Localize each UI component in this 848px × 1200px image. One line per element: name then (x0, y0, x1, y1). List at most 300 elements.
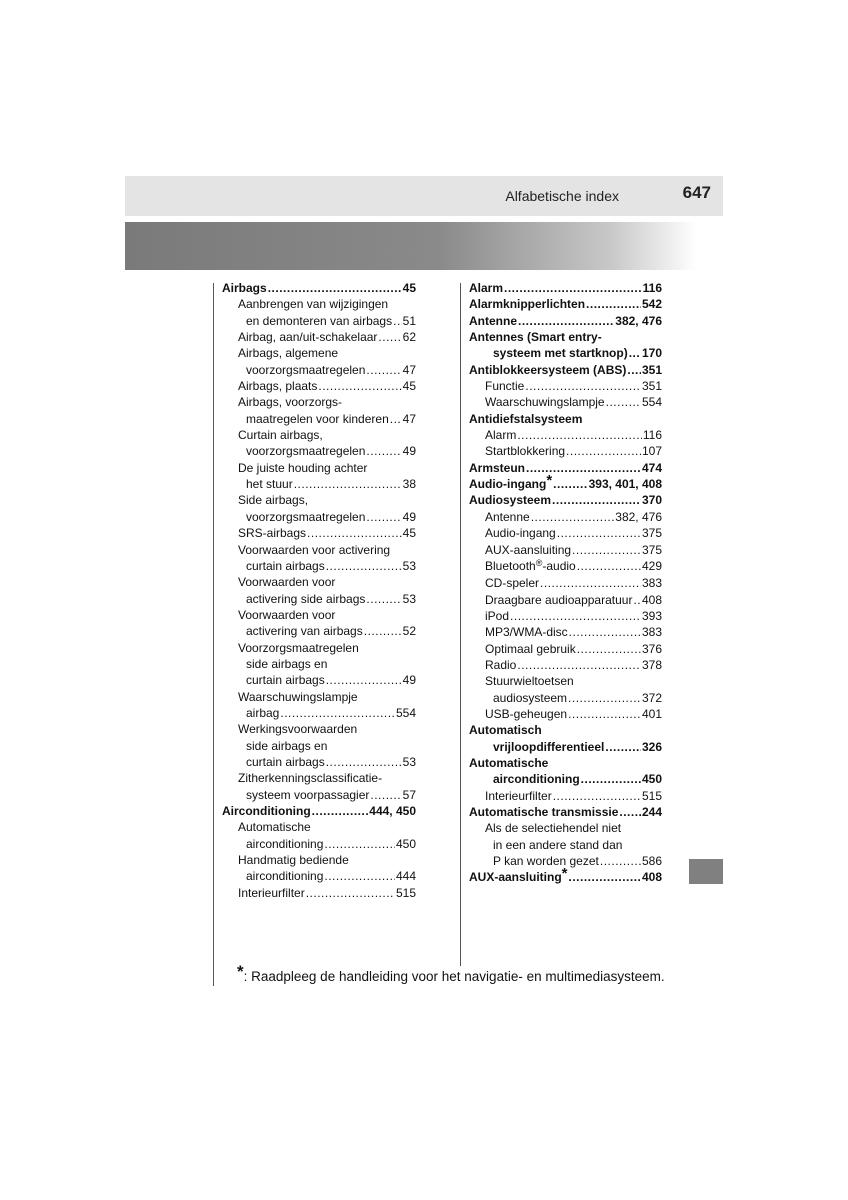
dot-leader (572, 542, 641, 558)
index-entry-term-text: en demonteren van airbags (246, 313, 393, 328)
dot-leader (577, 641, 641, 657)
index-entry-term (485, 558, 576, 575)
index-entry (222, 378, 416, 394)
index-entry-term-text: Radio (485, 657, 517, 672)
index-entry (222, 509, 416, 525)
index-entry-term (485, 657, 516, 673)
index-entry-term (246, 411, 389, 427)
index-entry (222, 362, 416, 378)
section-title: Alfabetische index (505, 188, 619, 204)
footnote-star-marker: * (546, 472, 553, 490)
index-entry-term-text: Side airbags, (238, 493, 309, 508)
index-column-left (222, 280, 416, 901)
index-entry-term (246, 836, 323, 852)
left-column-rule (213, 283, 214, 986)
index-entry-term-text: Bluetooth (485, 558, 536, 573)
index-entry (222, 754, 416, 770)
index-entry-page: 53 (402, 754, 416, 769)
index-entry-term-text: Optimaal gebruik (485, 641, 576, 656)
index-entry-term-text: audiosysteem (493, 690, 568, 705)
index-entry (222, 296, 416, 312)
index-entry-page: 375 (641, 526, 662, 541)
index-entry-page: 45 (402, 526, 416, 541)
index-entry-page: 444, 450 (369, 804, 416, 818)
index-entry (469, 378, 662, 394)
index-entry-page: 542 (641, 297, 662, 312)
dot-leader (517, 427, 642, 443)
index-entry-term-text: voorzorgsmaatregelen (246, 509, 366, 524)
index-entry-page: 116 (642, 428, 662, 443)
index-entry-page: 376 (641, 641, 662, 656)
index-entry-term (238, 721, 357, 737)
index-entry-term (493, 853, 599, 869)
index-entry (222, 345, 416, 361)
header-bar (125, 176, 723, 216)
index-entry-term-text: systeem voorpassagier (246, 787, 370, 802)
index-entry-page: 53 (402, 591, 416, 606)
index-entry-page: 52 (402, 624, 416, 639)
index-entry (469, 296, 662, 312)
index-entry (222, 640, 416, 656)
index-entry-term-text: Antenne (485, 509, 530, 524)
index-entry-term (238, 378, 317, 394)
index-entry-page: 170 (641, 346, 662, 361)
index-entry (469, 771, 662, 787)
index-entry-term-text: voorzorgsmaatregelen (246, 444, 366, 459)
index-entry-term (493, 345, 628, 361)
index-entry-term (238, 689, 358, 705)
index-entry (222, 656, 416, 672)
index-entry (222, 721, 416, 737)
dot-leader (510, 608, 641, 624)
index-entry-term (485, 394, 605, 410)
index-entry-term (246, 738, 327, 754)
index-entry (469, 329, 662, 345)
index-entry (222, 492, 416, 508)
index-entry (222, 476, 416, 492)
dot-leader (526, 460, 641, 476)
index-entry-term (485, 443, 565, 459)
index-entry-page: 401 (641, 706, 662, 721)
index-entry-term (238, 296, 388, 312)
index-column-right (469, 280, 662, 886)
index-entry (222, 623, 416, 639)
dot-leader (568, 706, 641, 722)
index-entry-term-text: Automatisch (469, 723, 542, 738)
index-entry (222, 591, 416, 607)
index-entry-term-text: voorzorgsmaatregelen (246, 362, 366, 377)
index-entry-term (469, 296, 585, 312)
index-entry (469, 657, 662, 673)
index-entry-page: 450 (641, 772, 662, 787)
index-entry (222, 427, 416, 443)
index-entry (469, 427, 662, 443)
index-entry-page: 57 (402, 787, 416, 802)
dot-leader (619, 804, 641, 820)
index-entry-term (246, 362, 365, 378)
index-entry-term-text: Alarm (485, 428, 517, 443)
index-entry-term (493, 837, 622, 853)
index-entry (469, 575, 662, 591)
index-entry-term (485, 575, 539, 591)
page-number: 647 (682, 183, 711, 202)
index-entry-page: 38 (402, 477, 416, 492)
index-entry-term (469, 804, 618, 820)
dot-leader (324, 836, 395, 852)
index-entry-term (246, 868, 323, 884)
dot-leader (326, 672, 402, 688)
index-entry (469, 411, 662, 427)
index-entry (469, 460, 662, 476)
index-entry-page: 372 (641, 690, 662, 705)
index-entry (469, 558, 662, 575)
index-entry-term-text: het stuur (246, 477, 293, 492)
index-entry-term-text: Werkingsvoorwaarden (238, 722, 358, 737)
index-entry-term (246, 558, 325, 574)
dot-leader (627, 362, 641, 378)
index-entry (469, 755, 662, 771)
index-entry-term (485, 673, 574, 689)
index-entry-term-text: Alarm (469, 281, 504, 295)
index-entry-term-text: Audio-ingang (469, 477, 547, 492)
index-entry-page: 515 (641, 788, 662, 803)
index-entry (469, 394, 662, 410)
index-entry-page: 49 (402, 673, 416, 688)
index-entry-page: 116 (642, 281, 662, 295)
index-entry-term-text: Voorzorgsmaatregelen (238, 640, 359, 655)
index-entry-page: 444 (395, 869, 416, 884)
index-entry-term (246, 623, 363, 639)
index-entry-term (238, 607, 335, 623)
index-entry-term (238, 574, 335, 590)
index-entry (469, 509, 662, 525)
index-entry-term (238, 770, 382, 786)
index-entry (222, 313, 416, 329)
index-entry (469, 525, 662, 541)
dot-leader (629, 345, 641, 361)
dot-leader (531, 509, 615, 525)
dot-leader (518, 313, 614, 329)
index-entry-term-text: curtain airbags (246, 673, 325, 688)
index-entry (469, 837, 662, 853)
index-entry-term-text: Airbags, voorzorgs- (238, 395, 343, 410)
index-entry (469, 690, 662, 706)
index-entry-term (469, 492, 551, 508)
index-entry-term-text: Armsteun (469, 460, 526, 475)
footnote-star-marker: * (561, 865, 568, 883)
index-entry-page: 53 (402, 558, 416, 573)
index-entry-term (238, 329, 377, 345)
chapter-tab-marker (689, 859, 723, 884)
index-entry-term-text: airconditioning (246, 869, 324, 884)
index-entry (469, 865, 662, 885)
index-entry-term-text: Audiosysteem (469, 493, 552, 508)
dot-leader (568, 690, 641, 706)
index-entry-term (246, 509, 365, 525)
index-entry-page: 351 (641, 379, 662, 394)
dot-leader (378, 329, 401, 345)
index-entry (469, 443, 662, 459)
index-entry (469, 492, 662, 508)
index-entry-term (485, 592, 632, 608)
index-entry (469, 820, 662, 836)
index-entry-term (246, 672, 325, 688)
index-entry-page: 47 (402, 411, 416, 426)
footnote-marker: * (237, 962, 244, 981)
index-entry (222, 836, 416, 852)
index-entry-term (222, 803, 311, 819)
index-entry (469, 592, 662, 608)
index-entry-term (493, 690, 567, 706)
dot-leader (600, 853, 641, 869)
index-entry-term-text: Alarmknipperlichten (469, 297, 586, 312)
index-entry-term-text: side airbags en (246, 738, 328, 753)
index-entry-term (238, 885, 305, 901)
dot-leader (605, 739, 641, 755)
index-entry-term-text: Functie (485, 379, 525, 394)
dot-leader (280, 705, 395, 721)
index-entry-page: 393, 401, 408 (588, 477, 662, 492)
index-entry-page: 45 (402, 281, 416, 295)
index-entry-term-text: Voorwaarden voor (238, 575, 336, 590)
dot-leader (366, 362, 401, 378)
middle-column-rule (460, 283, 461, 966)
index-entry-page: 450 (395, 836, 416, 851)
index-entry-term-text: Voorwaarden voor activering (238, 542, 391, 557)
index-entry (222, 411, 416, 427)
index-entry-term (469, 313, 517, 329)
dot-leader (294, 476, 402, 492)
index-entry-term (485, 820, 621, 836)
index-entry-term-text: Startblokkering (485, 444, 566, 459)
index-entry (469, 673, 662, 689)
index-entry-page: 383 (641, 625, 662, 640)
index-entry (222, 852, 416, 868)
index-entry-term (238, 427, 323, 443)
index-entry (222, 705, 416, 721)
index-entry-term (246, 656, 327, 672)
index-entry-term-text: airconditioning (493, 772, 580, 787)
index-entry-term (493, 771, 580, 787)
index-entry (469, 804, 662, 820)
dot-leader (606, 394, 641, 410)
index-entry-page: 49 (402, 444, 416, 459)
dot-leader (324, 868, 395, 884)
index-entry (222, 738, 416, 754)
index-entry-page: 47 (402, 362, 416, 377)
index-entry-term-text: side airbags en (246, 656, 328, 671)
index-entry (469, 608, 662, 624)
index-entry-term (238, 542, 390, 558)
index-entry-term-text: curtain airbags (246, 754, 325, 769)
index-entry (469, 362, 662, 378)
index-entry-term-text: activering van airbags (246, 624, 363, 639)
dot-leader (312, 803, 369, 819)
index-entry (222, 787, 416, 803)
index-entry-term-text: vrijloopdifferentieel (493, 739, 605, 754)
index-entry-term-text: Voorwaarden voor (238, 607, 336, 622)
index-entry-page: 393 (641, 608, 662, 623)
index-entry (222, 607, 416, 623)
index-entry (469, 722, 662, 738)
index-entry-term-text: maatregelen voor kinderen (246, 411, 389, 426)
registered-mark: ® (535, 557, 543, 568)
index-entry-term (469, 362, 626, 378)
index-entry (469, 706, 662, 722)
index-entry-term-text: Interieurfilter (238, 885, 305, 900)
index-entry (222, 868, 416, 884)
index-entry-term-text: Als de selectiehendel niet (485, 821, 622, 836)
index-entry-term (469, 865, 568, 885)
index-entry-term-text: iPod (485, 608, 510, 623)
index-entry-term (238, 394, 342, 410)
index-entry-page: 515 (395, 885, 416, 900)
dot-leader (552, 492, 641, 508)
index-entry-page: 383 (641, 576, 662, 591)
index-entry-term-text: Draagbare audioapparatuur (485, 592, 633, 607)
index-entry-term-text: Airconditioning (222, 804, 311, 818)
index-entry-page: 378 (641, 657, 662, 672)
index-entry-term (469, 472, 553, 492)
index-entry (222, 525, 416, 541)
index-entry (469, 739, 662, 755)
dot-leader (326, 558, 402, 574)
dot-leader (364, 623, 402, 639)
index-entry-term (238, 640, 359, 656)
index-entry (222, 819, 416, 835)
dot-leader (366, 591, 401, 607)
decorative-gradient-band (125, 222, 697, 270)
index-entry-page: 408 (641, 870, 662, 885)
index-entry-term (222, 280, 267, 296)
index-entry-term-text: Antiblokkeersysteem (ABS) (469, 362, 627, 377)
index-entry-page: 51 (402, 313, 416, 328)
index-entry-term (246, 754, 325, 770)
index-entry-term-suffix: -audio (542, 558, 576, 573)
index-entry-page: 554 (641, 395, 662, 410)
index-entry-term (238, 525, 306, 541)
index-entry-term (485, 641, 576, 657)
dot-leader (318, 378, 401, 394)
index-entry-term (485, 788, 552, 804)
index-entry (222, 460, 416, 476)
index-entry-term-text: Audio-ingang (485, 526, 556, 541)
index-entry-page: 474 (641, 460, 662, 475)
index-entry-term-text: Automatische transmissie (469, 805, 619, 819)
dot-leader (525, 378, 641, 394)
index-entry-term-text: airconditioning (246, 836, 324, 851)
dot-leader (307, 525, 402, 541)
index-entry (222, 574, 416, 590)
dot-leader (366, 443, 401, 459)
index-entry-term (493, 739, 604, 755)
index-entry-term-text: P kan worden gezet (493, 854, 599, 869)
footnote-text: : Raadpleeg de handleiding voor het navigatie- en multimediasysteem. (243, 969, 665, 984)
dot-leader (633, 592, 641, 608)
index-entry-term (485, 378, 524, 394)
index-entry-term-text: Waarschuwingslampje (485, 395, 605, 410)
index-entry-term-text: Curtain airbags, (238, 428, 323, 443)
index-entry (469, 313, 662, 329)
index-entry (222, 770, 416, 786)
index-entry-term (246, 476, 293, 492)
dot-leader (557, 525, 641, 541)
index-entry-term-text: in een andere stand dan (493, 837, 623, 852)
index-entry-page: 408 (641, 592, 662, 607)
index-entry-term-text: Automatische (469, 755, 549, 770)
index-entry-term (485, 608, 509, 624)
index-entry-term (238, 852, 349, 868)
dot-leader (553, 476, 587, 492)
index-entry-term-text: SRS-airbags (238, 526, 307, 541)
dot-leader (540, 575, 641, 591)
index-entry (469, 542, 662, 558)
index-entry-term (469, 329, 602, 345)
index-entry-page: 429 (641, 558, 662, 573)
index-entry-term-text: curtain airbags (246, 558, 325, 573)
index-entry (469, 788, 662, 804)
index-entry (222, 885, 416, 901)
dot-leader (569, 624, 641, 640)
index-entry-page: 49 (402, 509, 416, 524)
index-entry (222, 280, 416, 296)
index-entry-page: 326 (641, 739, 662, 754)
dot-leader (504, 280, 642, 296)
index-entry-term-text: De juiste houding achter (238, 460, 368, 475)
index-entry-term (238, 819, 311, 835)
index-entry-page: 351 (641, 362, 662, 377)
footnote (237, 962, 665, 986)
index-entry-term (485, 509, 530, 525)
index-entry-page: 586 (641, 854, 662, 869)
index-entry-term (469, 460, 525, 476)
index-entry-term (469, 280, 503, 296)
index-entry (469, 641, 662, 657)
index-entry-term-text: Handmatig bediende (238, 853, 349, 868)
dot-leader (306, 885, 395, 901)
index-entry-term-text: Airbags, algemene (238, 346, 339, 361)
index-entry-term (469, 411, 582, 427)
index-entry-term (485, 624, 568, 640)
dot-leader (366, 509, 401, 525)
index-entry-term (246, 705, 279, 721)
dot-leader (577, 558, 641, 574)
index-entry-page: 244 (641, 805, 662, 819)
index-entry (222, 803, 416, 819)
dot-leader (326, 754, 402, 770)
dot-leader (393, 313, 402, 329)
dot-leader (586, 296, 641, 312)
index-entry-term-text: Airbag, aan/uit-schakelaar (238, 330, 378, 345)
dot-leader (566, 443, 641, 459)
index-entry (222, 329, 416, 345)
index-entry-term-text: Antidiefstalsysteem (469, 411, 583, 426)
index-entry-term-text: USB-geheugen (485, 706, 568, 721)
dot-leader (581, 771, 641, 787)
index-entry-term (238, 345, 338, 361)
index-entry (222, 672, 416, 688)
index-entry-term-text: systeem met startknop) (493, 346, 628, 361)
index-entry-term (246, 313, 392, 329)
index-entry-term-text: Antennes (Smart entry- (469, 330, 602, 345)
index-entry-term-text: airbag (246, 705, 280, 720)
index-entry-term (469, 722, 542, 738)
index-entry-page: 370 (641, 493, 662, 508)
index-entry-term-text: AUX-aansluiting (469, 870, 562, 885)
index-entry-page: 45 (402, 379, 416, 394)
dot-leader (517, 657, 641, 673)
index-entry-term-text: CD-speler (485, 576, 540, 591)
